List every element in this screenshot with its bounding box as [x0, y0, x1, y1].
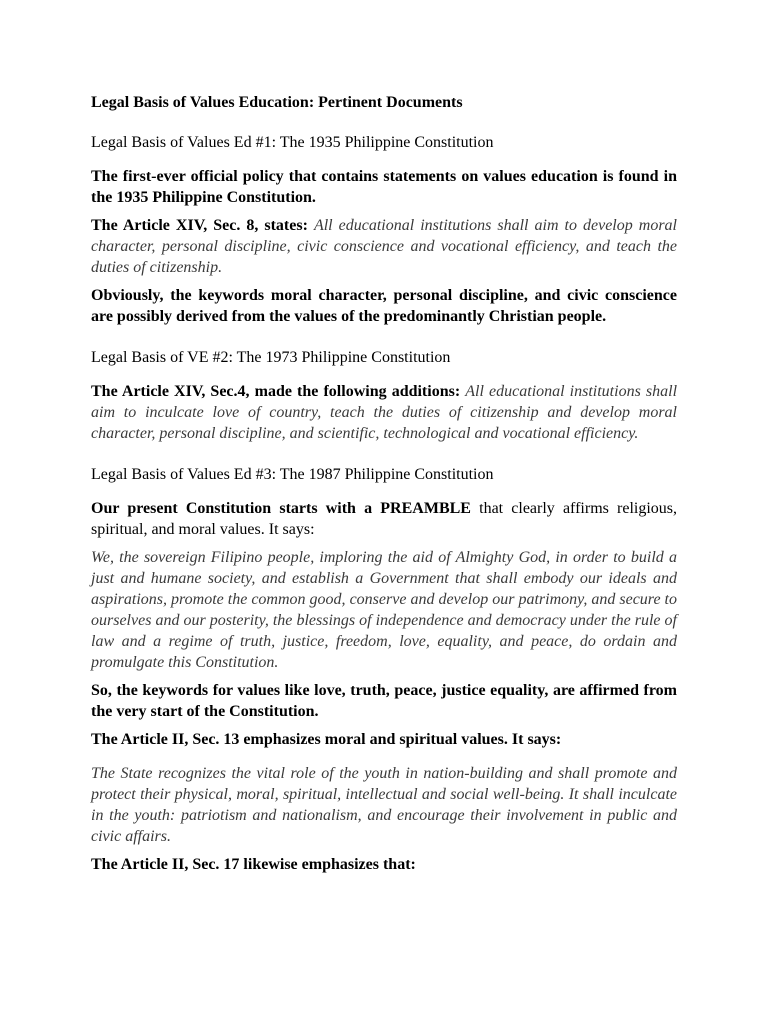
paragraph-keywords-affirmed: So, the keywords for values like love, truth, peace, justice equality, are affirmed from the very start of the Constitution. — [91, 682, 677, 720]
section-heading-1935: Legal Basis of Values Ed #1: The 1935 Philippine Constitution — [91, 134, 494, 151]
paragraph-article-ii-sec17: The Article II, Sec. 17 likewise emphasizes that: — [91, 856, 416, 873]
article-xiv-sec4-quote: All educational institutions shall aim to inculcate love of country, teach the duties of citizenship and develop moral character, personal discipline, and scientific, technological and vocational efficiency. — [91, 383, 678, 442]
paragraph-article-xiv-sec4 — [91, 381, 677, 444]
document-page — [91, 92, 677, 882]
paragraph-keywords-christian: Obviously, the keywords moral character, personal discipline, and civic conscience are possibly derived from the values of the predominantly Christian people. — [91, 287, 677, 325]
preamble-keyword: PREAMBLE — [380, 500, 471, 517]
section-heading-1973: Legal Basis of VE #2: The 1973 Philippine Constitution — [91, 349, 451, 366]
paragraph-article-xiv-sec8 — [91, 215, 677, 278]
preamble-intro-post: that clearly affirms religious, spiritual, and moral values. It says: — [91, 500, 678, 538]
preamble-quote: We, the sovereign Filipino people, imploring the aid of Almighty God, in order to build a just and humane society, and establish a Government that shall embody our ideals and aspirations, promote the common good, conserve and develop our patrimony, and secure to ourselves and our posterity, the blessings of independence and democracy under the rule of law and a regime of truth, justice, freedom, love, equality, and peace, do ordain and promulgate this Constitution. — [91, 549, 677, 671]
paragraph-preamble-intro — [91, 498, 677, 540]
document-title: Legal Basis of Values Education: Pertinent Documents — [91, 94, 463, 111]
article-ii-sec13-quote: The State recognizes the vital role of the youth in nation-building and shall promote and protect their physical, moral, spiritual, intellectual and social well-being. It shall inculcate in the youth: patriotism and nationalism, and encourage their involvement in public and civic affairs. — [91, 765, 677, 845]
paragraph-article-ii-sec13: The Article II, Sec. 13 emphasizes moral and spiritual values. It says: — [91, 731, 562, 748]
paragraph-first-policy: The first-ever official policy that contains statements on values education is found in the 1935 Philippine Constitution. — [91, 168, 677, 206]
article-xiv-sec8-quote: All educational institutions shall aim to develop moral character, personal discipline, civic conscience and vocational efficiency, and teach the duties of citizenship. — [91, 217, 678, 276]
article-xiv-sec4-lead: The Article XIV, Sec.4, made the following additions: — [91, 383, 461, 400]
section-heading-1987: Legal Basis of Values Ed #3: The 1987 Philippine Constitution — [91, 466, 494, 483]
article-xiv-sec8-lead: The Article XIV, Sec. 8, states: — [91, 217, 308, 234]
preamble-intro-pre: Our present Constitution starts with a — [91, 500, 373, 517]
